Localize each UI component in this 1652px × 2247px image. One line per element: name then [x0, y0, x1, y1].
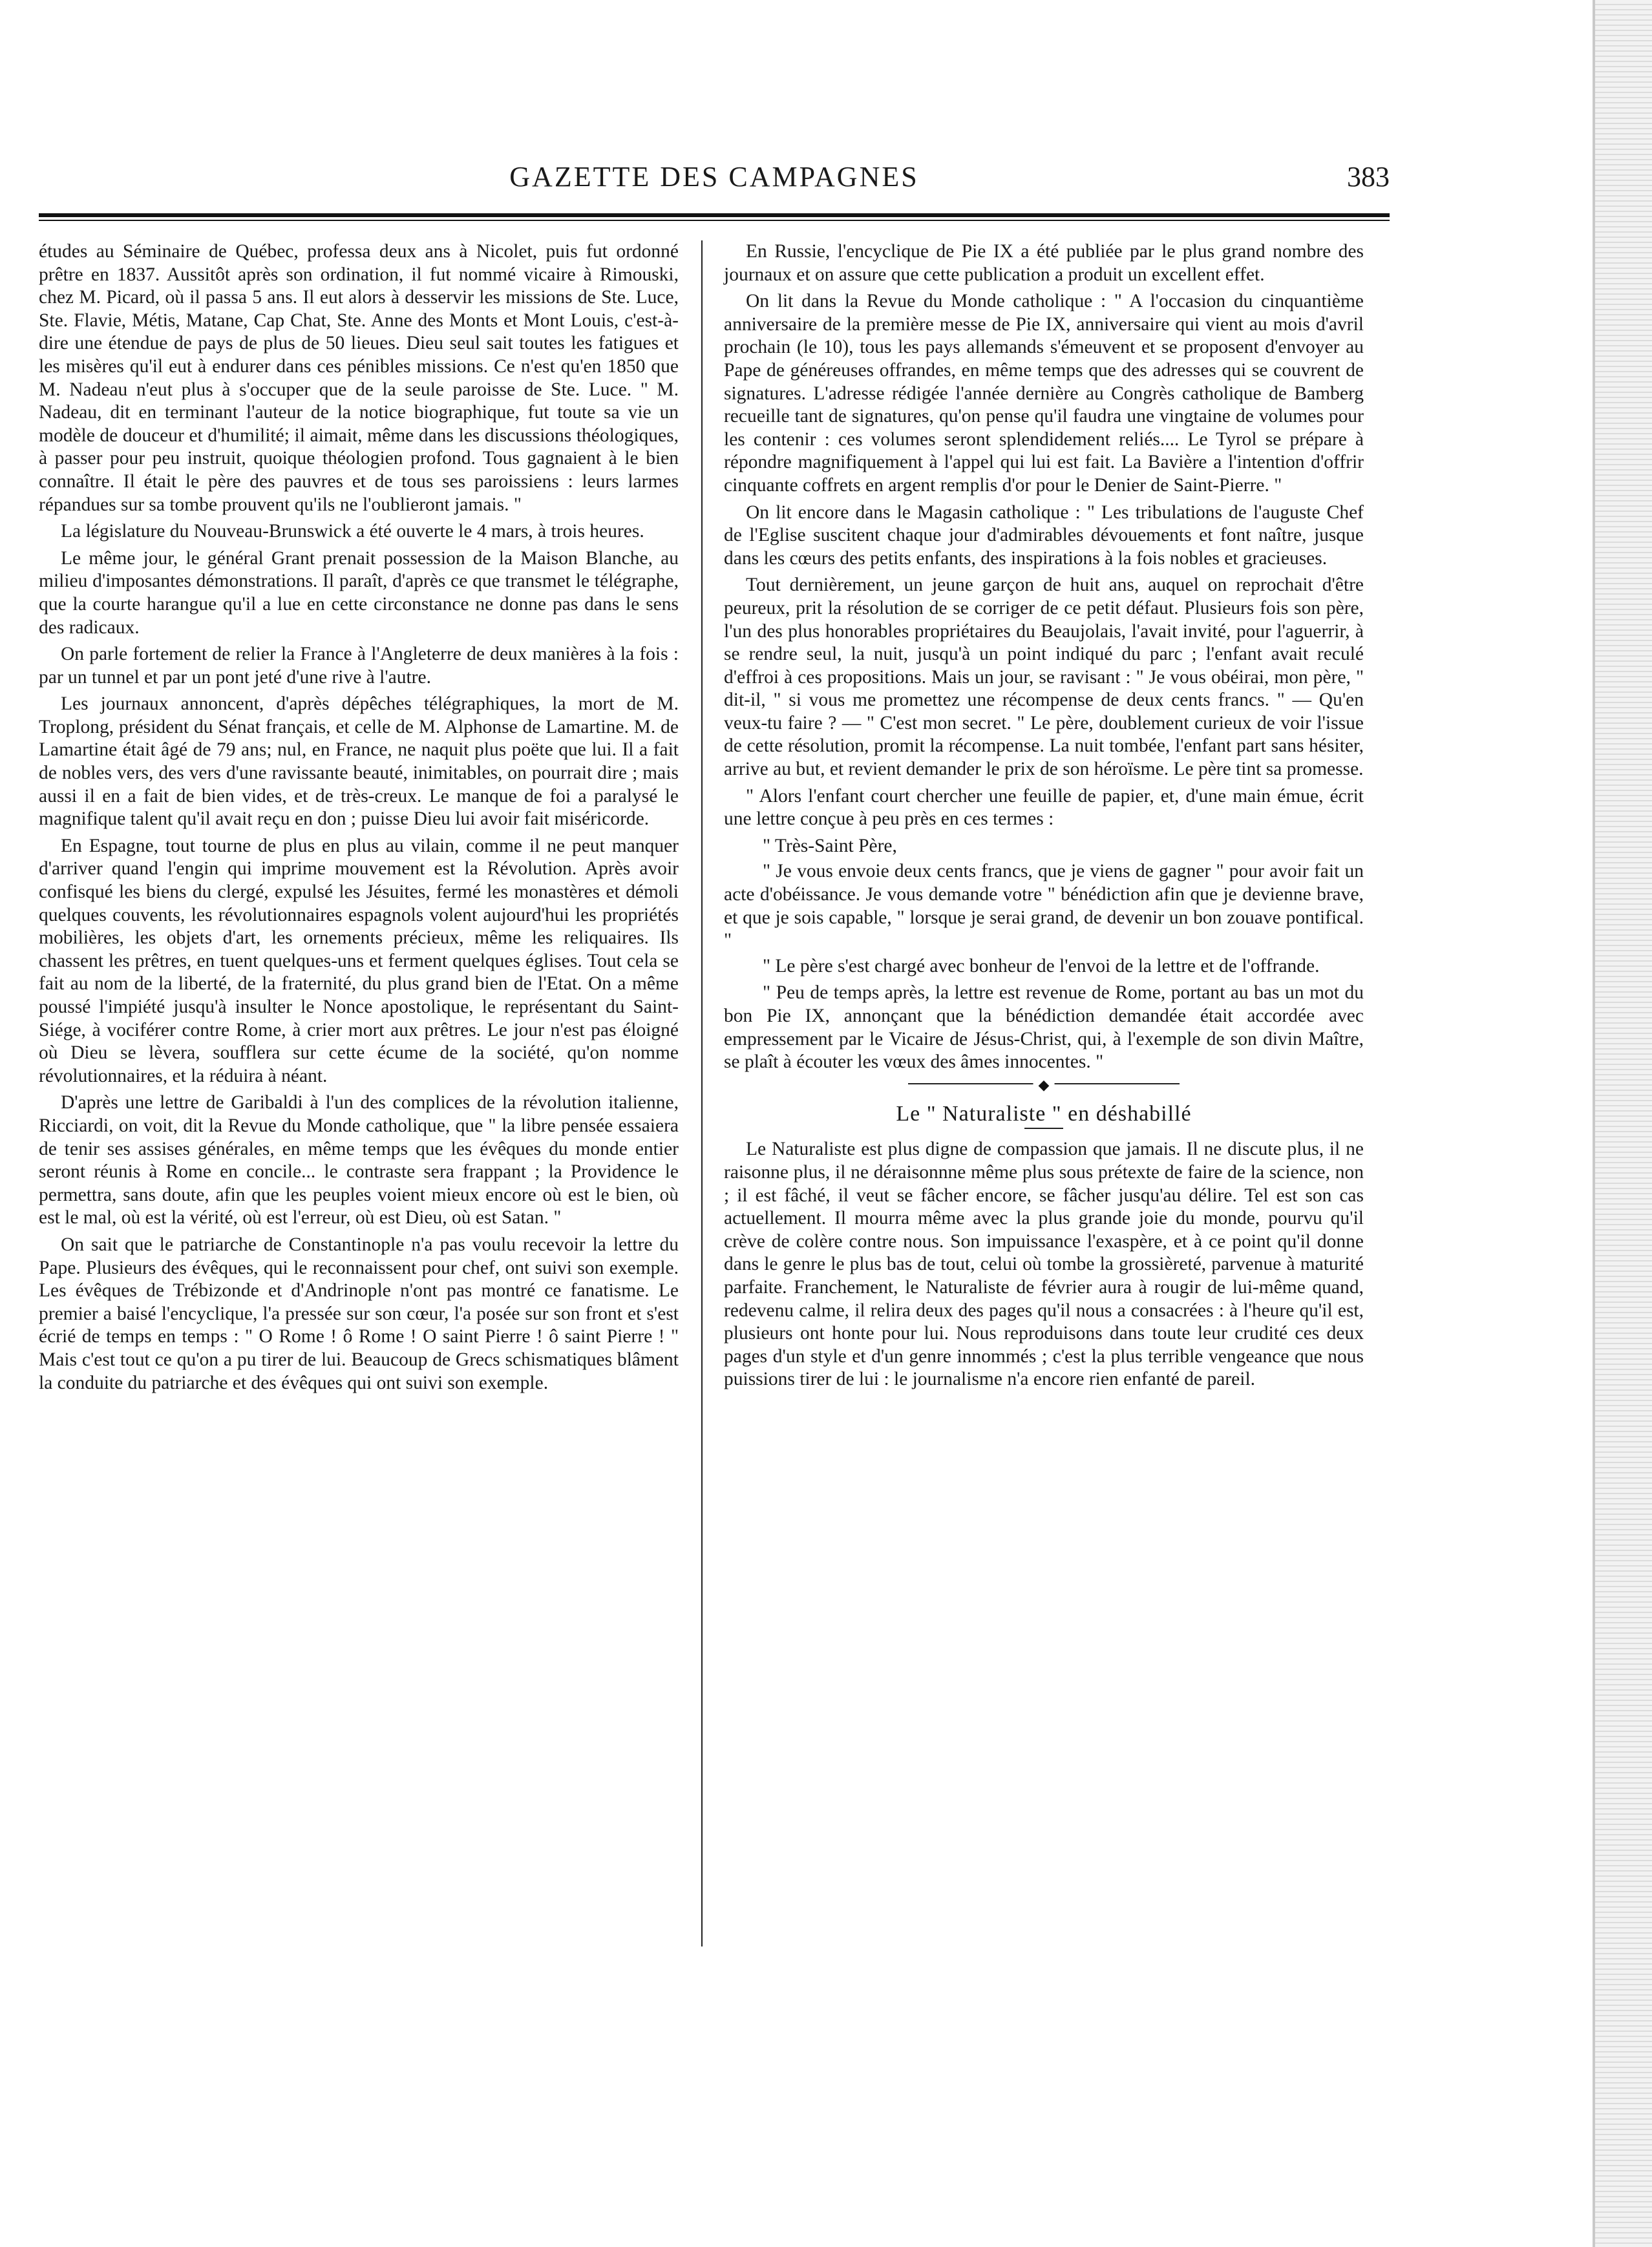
page-spine-edge	[1594, 0, 1652, 2247]
article-paragraph: " Peu de temps après, la lettre est revenue de Rome, portant au bas un mot du bon Pie IX, annonçant que la bénédiction demandée était accordée avec empressement par le Vicaire de Jésus-Christ, qui, à l'exemple de son divin Maître, se plaît à écouter les vœux des âmes innocentes. "	[724, 982, 1364, 1073]
header-rule	[39, 213, 1390, 221]
left-column	[39, 240, 685, 1946]
page-number: 383	[1347, 161, 1390, 193]
newspaper-title: GAZETTE DES CAMPAGNES	[509, 161, 919, 193]
spine-shadow	[1593, 0, 1595, 2247]
article-paragraph: Le même jour, le général Grant prenait possession de la Maison Blanche, au milieu d'imposantes démonstrations. Il paraît, d'après ce que transmet le télégraphe, que la courte harangue qu'il a lue en cette circonstance ne donne pas dans le sens des radicaux.	[39, 547, 679, 638]
article-paragraph: D'après une lettre de Garibaldi à l'un des complices de la révolution italienne, Ricciardi, on voit, dit la Revue du Monde catholique, que " la libre pensée essaiera de tenir ses assises générales, en même temps que les évêques du monde entier seront réunis à Rome en concile... le contraste sera frappant ; la Providence le permettra, sans doute, afin que les peuples voient mieux encore où est le bien, où est le mal, où est la vérité, où est l'erreur, où est Dieu, où est Satan. "	[39, 1092, 679, 1229]
page-header	[39, 146, 1390, 204]
right-column	[717, 240, 1364, 1946]
article-paragraph: Les journaux annoncent, d'après dépêches télégraphiques, la mort de M. Troplong, président du Sénat français, et celle de M. Alphonse de Lamartine. M. de Lamartine était âgé de 79 ans; nul, en France, ne naquit plus poëte que lui. Il a fait de nobles vers, des vers d'une ravissante beauté, inimitables, on pourrait dire ; mais aussi il en a fait de bien vides, et de très-creux. Le manque de foi a paralysé le magnifique talent qu'il avait reçu en don ; puisse Dieu lui avoir fait miséricorde.	[39, 693, 679, 830]
article-paragraph: On parle fortement de relier la France à l'Angleterre de deux manières à la fois : par un tunnel et par un pont jeté d'une rive à l'autre.	[39, 644, 679, 688]
article-paragraph: En Russie, l'encyclique de Pie IX a été publiée par le plus grand nombre des journaux et on assure que cette publication a produit un excellent effet.	[724, 241, 1364, 285]
letter-salutation: " Très-Saint Père,	[763, 835, 897, 856]
article-paragraph: La législature du Nouveau-Brunswick a été ouverte le 4 mars, à trois heures.	[61, 521, 644, 542]
article-paragraph: Tout dernièrement, un jeune garçon de huit ans, auquel on reprochait d'être peureux, prit la résolution de se corriger de ce petit défaut. Plusieurs fois son père, l'un des plus honorables propriétaires du Beaujolais, l'avait invité, pour l'aguerrir, à se rendre seul, la nuit, jusqu'à un point indiqué du parc ; l'enfant avait reculé d'effroi à ces propositions. Mais un jour, se ravisant : " Je vous obéirai, mon père, " dit-il, " si vous me promettez une récompense de deux cents francs. " — Qu'en veux-tu faire ? — " C'est mon secret. " Le père, doublement curieux de voir l'issue de cette résolution, promit la récompense. La nuit tombée, l'enfant part sans hésiter, arrive au but, et revient demander le prix de son héroïsme. Le père tint sa promesse.	[724, 575, 1364, 780]
article-paragraph: " Le père s'est chargé avec bonheur de l'envoi de la lettre et de l'offrande.	[763, 955, 1320, 976]
article-paragraph: Le Naturaliste est plus digne de compassion que jamais. Il ne discute plus, il ne raisonne plus, il ne déraisonnne même plus sous prétexte de faire de la science, non ; il est fâché, il veut se fâcher encore, se fâcher jusqu'au délire. Tel est son cas actuellement. Il mourra même avec la plus grande joie du monde, pourvu qu'il crève de colère contre nous. Son impuissance l'exaspère, et à ce point qu'il donne dans le genre le plus bas de tout, celui où tombe la grossièreté, parvenue à maturité parfaite. Franchement, le Naturaliste de février aura à rougir de lui-même quand, redevenu calme, il relira deux des pages qu'il nous a consacrées : à l'heure qu'il est, plusieurs ont honte pour lui. Nous reproduisons dans toute leur crudité ces deux pages d'un style et d'un genre innommés ; c'est la plus terrible vengeance que nous puissions tirer de lui : le journalisme n'a encore rien enfanté de pareil.	[724, 1139, 1364, 1390]
article-paragraph: On sait que le patriarche de Constantinople n'a pas voulu recevoir la lettre du Pape. Plusieurs des évêques, qui le reconnaissent pour chef, ont suivi son exemple. Les évêques de Trébizonde et d'Andrinople n'ont pas montré ce fanatisme. Le premier a baisé l'encyclique, l'a pressée sur son cœur, l'a posée sur son front et s'est écrié de temps en temps : " O Rome ! ô Rome ! O saint Pierre ! ô saint Pierre ! " Mais c'est tout ce qu'on a pu tirer de lui. Beaucoup de Grecs schismatiques blâment la conduite du patriarche et des évêques qui ont suivi son exemple.	[39, 1234, 679, 1393]
article-paragraph: On lit dans la Revue du Monde catholique : " A l'occasion du cinquantième anniversaire de la première messe de Pie IX, anniversaire qui vient au mois d'avril prochain (le 10), tous les pays allemands s'émeuvent et se proposent d'envoyer au Pape de généreuses offrandes, en même temps que des adresses qui se couvrent de signatures. L'adresse rédigée l'année dernière au Congrès catholique de Bamberg recueille tant de signatures, qu'on pense qu'il faudra une vingtaine de volumes pour les contenir : ces volumes seront splendidement reliés.... Le Tyrol se prépare à répondre magnifiquement à l'appel qui lui est fait. La Bavière a l'intention d'offrir cinquante coffrets en argent remplis d'or pour le Denier de Saint-Pierre. "	[724, 291, 1364, 496]
article-paragraph: On lit encore dans le Magasin catholique : " Les tribulations de l'auguste Chef de l'Eglise suscitent chaque jour d'admirables dévouements et font naître, jusque dans les cœurs des petits enfants, des inspirations à la fois nobles et gracieuses.	[724, 501, 1364, 569]
article-paragraph: En Espagne, tout tourne de plus en plus au vilain, comme il ne peut manquer d'arriver quand l'engin qui imprime mouvement est la Révolution. Après avoir confisqué les biens du clergé, expulsé les Jésuites, fermé les monastères et démoli quelques couvents, les révolutionnaires espagnols volent aujourd'hui les propriétés mobilières, les objets d'art, les ornements précieux, même les reliquaires. Ils chassent les prêtres, en tuent quelques-uns et ferment quelques églises. Tout cela se fait au nom de la liberté, de la fraternité, du plus grand bien de l'Etat. On a même poussé l'impiété jusqu'à insulter le Nonce apostolique, le représentant du Saint-Siége, à vociférer contre Rome, à crier mort aux prêtres. Le jour n'est pas éloigné où Dieu se lèvera, soufflera sur cette écume de la société, qu'on nomme révolutionnaires, et la réduira à néant.	[39, 835, 679, 1086]
letter-body: " Je vous envoie deux cents francs, que je viens de gagner " pour avoir fait un acte d'obéissance. Je vous demande votre " bénédiction afin que je devienne brave, et que je sois capable, " lorsque je serai grand, de devenir un bon zouave pontifical. "	[724, 861, 1364, 951]
section-separator	[908, 1083, 1180, 1084]
article-paragraph: " Alors l'enfant court chercher une feuille de papier, et, d'une main émue, écrit une lettre conçue à peu près en ces termes :	[724, 785, 1364, 830]
title-rule	[1024, 1128, 1063, 1129]
section-title: Le " Naturaliste " en déshabillé	[896, 1101, 1192, 1126]
column-divider	[701, 240, 703, 1946]
article-paragraph: études au Séminaire de Québec, professa deux ans à Nicolet, puis fut ordonné prêtre en 1837. Aussitôt après son ordination, il fut nommé vicaire à Rimouski, chez M. Picard, où il passa 5 ans. Il eut alors à desservir les missions de Ste. Luce, Ste. Flavie, Métis, Matane, Cap Chat, Ste. Anne des Monts et Mont Louis, c'est-à-dire une étendue de pays de plus de 50 lieues. Dieu seul sait toutes les fatigues et les misères qu'il eut à endurer dans ces pénibles missions. Ce n'est qu'en 1850 que M. Nadeau n'eut plus à s'occuper que de la seule paroisse de Ste. Luce. " M. Nadeau, dit en terminant l'auteur de la notice biographique, fut toute sa vie un modèle de douceur et d'humilité; il aimait, même dans les discussions théologiques, à passer pour peu instruit, quoique théologien profond. Tous gagnaient à le bien connaître. Il était le père des pauvres et de tous ses paroissiens : leurs larmes répandues sur sa tombe prouvent qu'ils ne l'oublieront jamais. "	[39, 241, 679, 515]
